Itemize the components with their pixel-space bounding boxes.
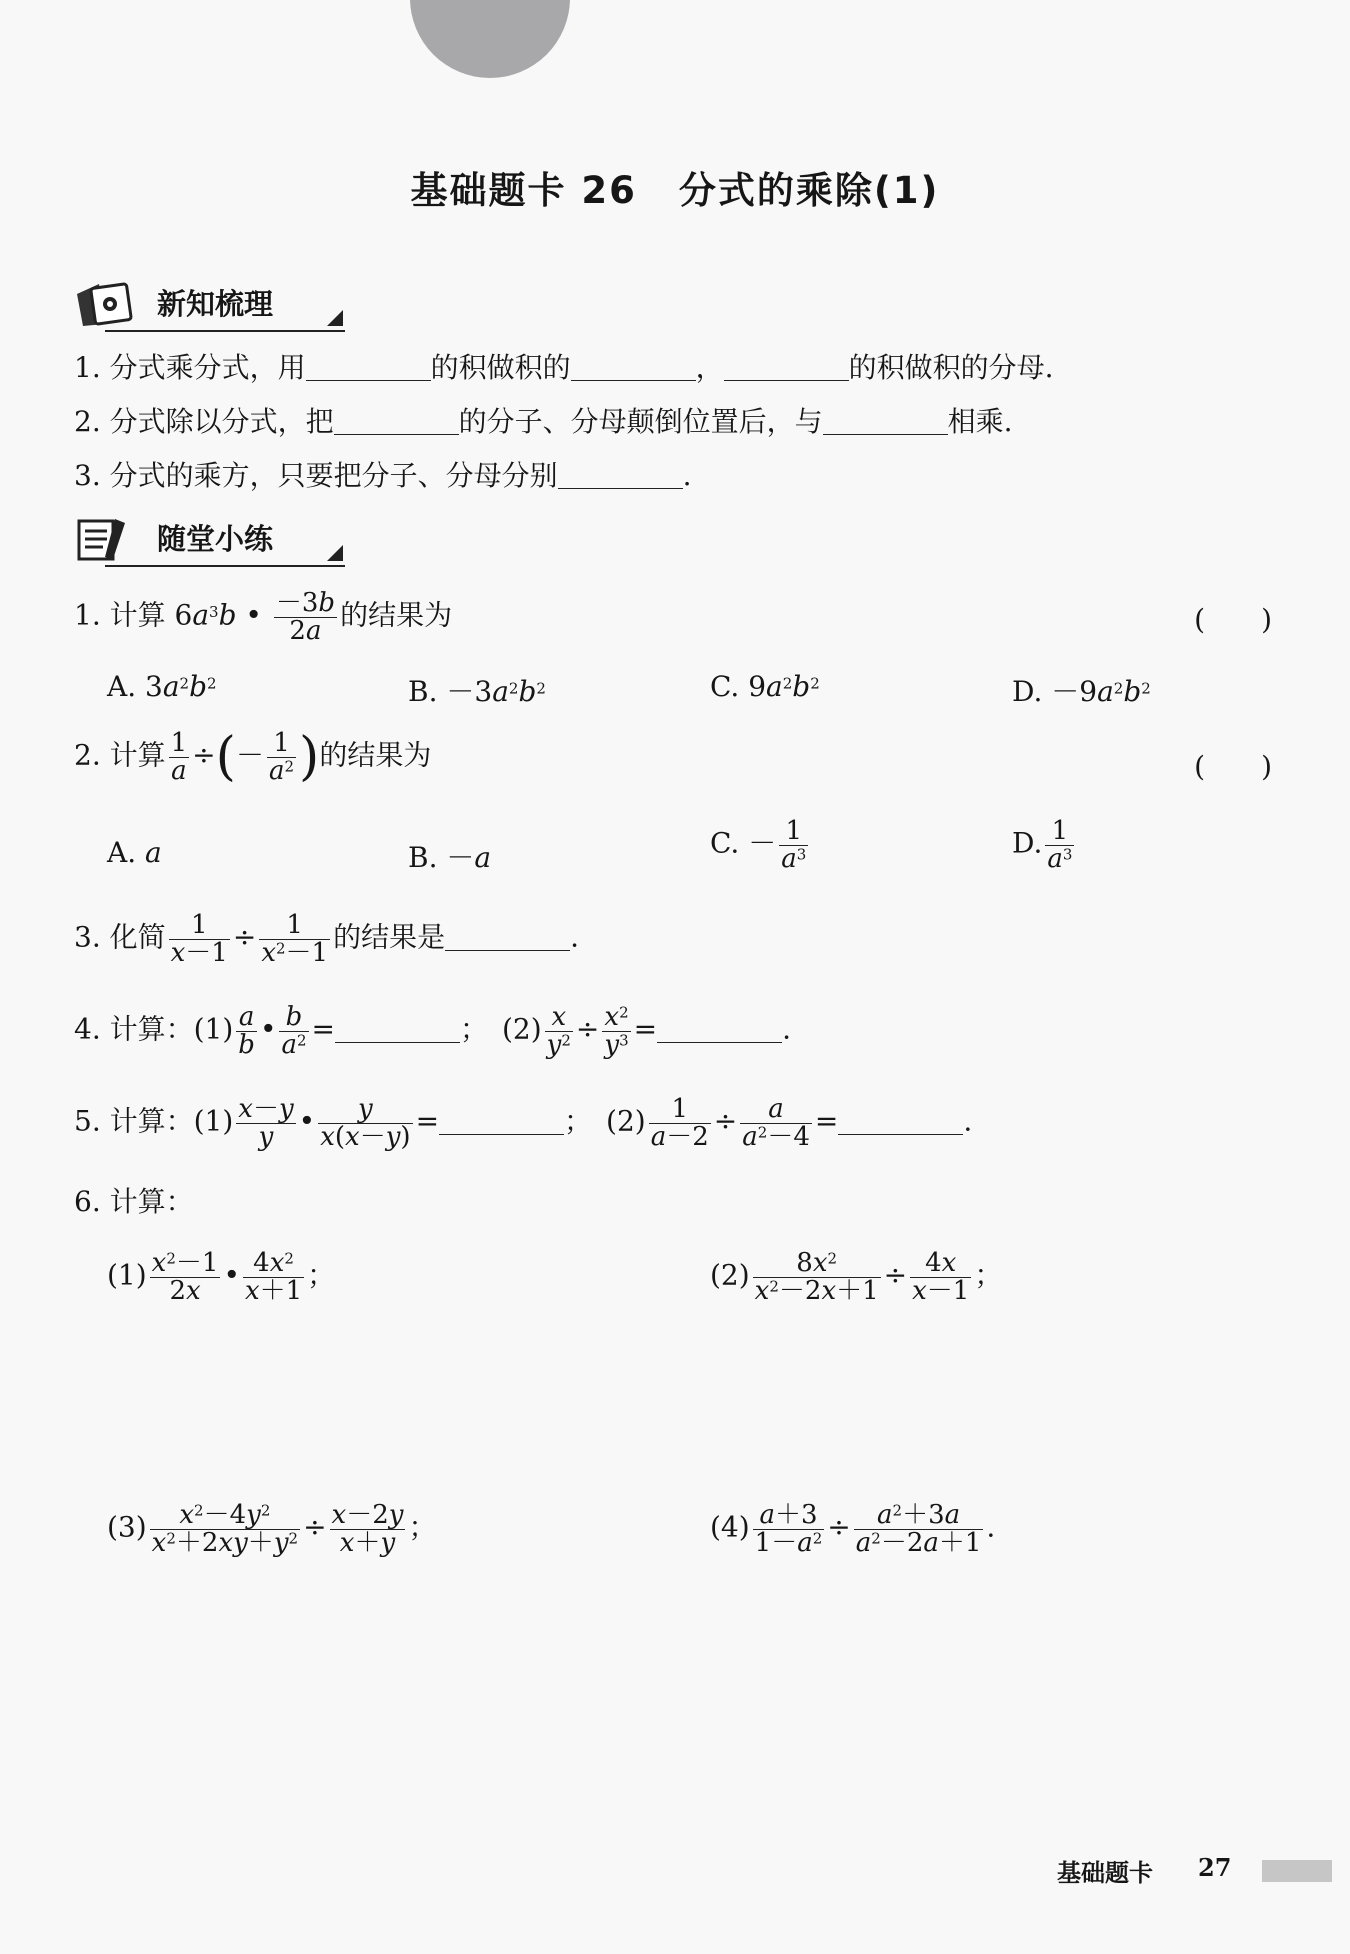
answer-blank[interactable]	[335, 1012, 460, 1043]
answer-blank[interactable]	[306, 350, 431, 381]
page-number: 27	[1198, 1853, 1232, 1882]
section-header-practice	[75, 513, 345, 569]
fraction: $\frac{1}{a}$	[170, 728, 188, 786]
answer-bracket[interactable]: ( )	[1194, 603, 1272, 636]
review-item-2: 2. 分式除以分式，把 的分子、分母颠倒位置后，与 相乘.	[74, 405, 1013, 438]
fraction: $\frac{1}{a^3}$	[1047, 816, 1073, 874]
fraction: $\frac{a}{a^2-4}$	[742, 1094, 810, 1152]
review-item-1: 1. 分式乘分式，用 的积做积的 ， 的积做积的分母.	[74, 351, 1054, 384]
question-3: 3. 化简 $\frac{1}{x-1}$ ÷ $\frac{1}{x^2-1}$ 的结果是 .	[74, 910, 579, 968]
fraction: $\frac{8x^2}{x^2-2x+1}$	[754, 1248, 879, 1306]
fraction: $\frac{a+3}{1-a^2}$	[754, 1500, 823, 1558]
section-header-review	[75, 278, 345, 334]
question-6-part-1: (1) $\frac{x^2-1}{2x}$ • $\frac{4x^2}{x+1}$ ；	[107, 1248, 336, 1306]
answer-blank[interactable]	[439, 1104, 564, 1135]
fraction: $\frac{-3b}{2a}$	[275, 588, 336, 646]
fraction: $\frac{1}{x-1}$	[170, 910, 228, 968]
answer-blank[interactable]	[445, 920, 570, 951]
question-6-part-2: (2) $\frac{8x^2}{x^2-2x+1}$ ÷ $\frac{4x}{x-1}$ ；	[710, 1248, 1003, 1306]
question-6-part-4: (4) $\frac{a+3}{1-a^2}$ ÷ $\frac{a^2+3a}{a^2-2a+1}$ .	[710, 1500, 996, 1558]
answer-blank[interactable]	[838, 1104, 963, 1135]
page-tab-decoration	[410, 0, 570, 78]
answer-blank[interactable]	[558, 458, 683, 489]
fraction: $\frac{4x}{x-1}$	[912, 1248, 970, 1306]
question-6-part-3: (3) $\frac{x^2-4y^2}{x^2+2xy+y^2}$ ÷ $\frac{x-2y}{x+y}$ ；	[107, 1500, 437, 1558]
option-b[interactable]: B. $-3a^2b^2$	[408, 675, 546, 708]
notebook-pen-icon	[75, 280, 133, 328]
fraction: $\frac{x-2y}{x+y}$	[331, 1500, 404, 1558]
fraction: $\frac{x^2-1}{2x}$	[151, 1248, 219, 1306]
fraction: $\frac{y}{x(x-y)}$	[320, 1094, 411, 1152]
fraction: $\frac{x^2-4y^2}{x^2+2xy+y^2}$	[151, 1500, 299, 1558]
option-d[interactable]: D. $\frac{1}{a^3}$	[1012, 816, 1073, 874]
question-5: 5. 计算：(1) $\frac{x-y}{y}$ • $\frac{y}{x(x-y)}$ = ； (2) $\frac{1}{a-2}$ ÷ $\frac{a}{a^2-4}$ = .	[74, 1094, 973, 1152]
option-b[interactable]: B. －a	[408, 841, 492, 874]
question-1: 1. 计算 $6a^3b$ • $\frac{-3b}{2a}$ 的结果为	[74, 588, 453, 646]
fraction: $\frac{1}{a^2}$	[268, 728, 295, 786]
question-6: 6. 计算：	[74, 1185, 194, 1218]
option-a[interactable]: A. a	[107, 836, 162, 869]
fraction: $\frac{x^2}{y^3}$	[604, 1002, 629, 1060]
fraction: $\frac{b}{a^2}$	[281, 1002, 307, 1060]
notepad-pencil-icon	[75, 515, 133, 563]
fraction: $\frac{x-y}{y}$	[238, 1094, 294, 1152]
option-c[interactable]: C. $9a^2b^2$	[710, 670, 820, 703]
review-item-3: 3. 分式的乘方，只要把分子、分母分别 .	[74, 459, 692, 492]
footer-label: 基础题卡	[1057, 1859, 1153, 1887]
section-label: 随堂小练	[157, 522, 274, 556]
answer-blank[interactable]	[657, 1012, 782, 1043]
fraction: $\frac{1}{a^3}$	[781, 816, 807, 874]
footer-bar	[1262, 1860, 1332, 1882]
answer-blank[interactable]	[571, 350, 696, 381]
page-title: 基础题卡 26 分式的乘除(1)	[410, 169, 940, 212]
section-label: 新知梳理	[157, 287, 274, 321]
option-a[interactable]: A. $3a^2b^2$	[107, 670, 217, 703]
answer-blank[interactable]	[334, 404, 459, 435]
question-4: 4. 计算：(1) $\frac{a}{b}$ • $\frac{b}{a^2}$ = ； (2) $\frac{x}{y^2}$ ÷ $\frac{x^2}{y^3}$ = .	[74, 1002, 792, 1060]
fraction: $\frac{a^2+3a}{a^2-2a+1}$	[855, 1500, 982, 1558]
answer-blank[interactable]	[823, 404, 948, 435]
answer-bracket[interactable]: ( )	[1194, 750, 1272, 783]
fraction: $\frac{a}{b}$	[238, 1002, 255, 1060]
fraction: $\frac{1}{a-2}$	[650, 1094, 709, 1152]
answer-blank[interactable]	[724, 350, 849, 381]
fraction: $\frac{4x^2}{x+1}$	[244, 1248, 303, 1306]
fraction: $\frac{1}{x^2-1}$	[261, 910, 329, 968]
question-2: 2. 计算 $\frac{1}{a}$ ÷(－ $\frac{1}{a^2}$ )的结果为	[74, 727, 432, 788]
fraction: $\frac{x}{y^2}$	[546, 1002, 571, 1060]
option-d[interactable]: D. $-9a^2b^2$	[1012, 675, 1151, 708]
option-c[interactable]: C. － $\frac{1}{a^3}$	[710, 816, 807, 874]
